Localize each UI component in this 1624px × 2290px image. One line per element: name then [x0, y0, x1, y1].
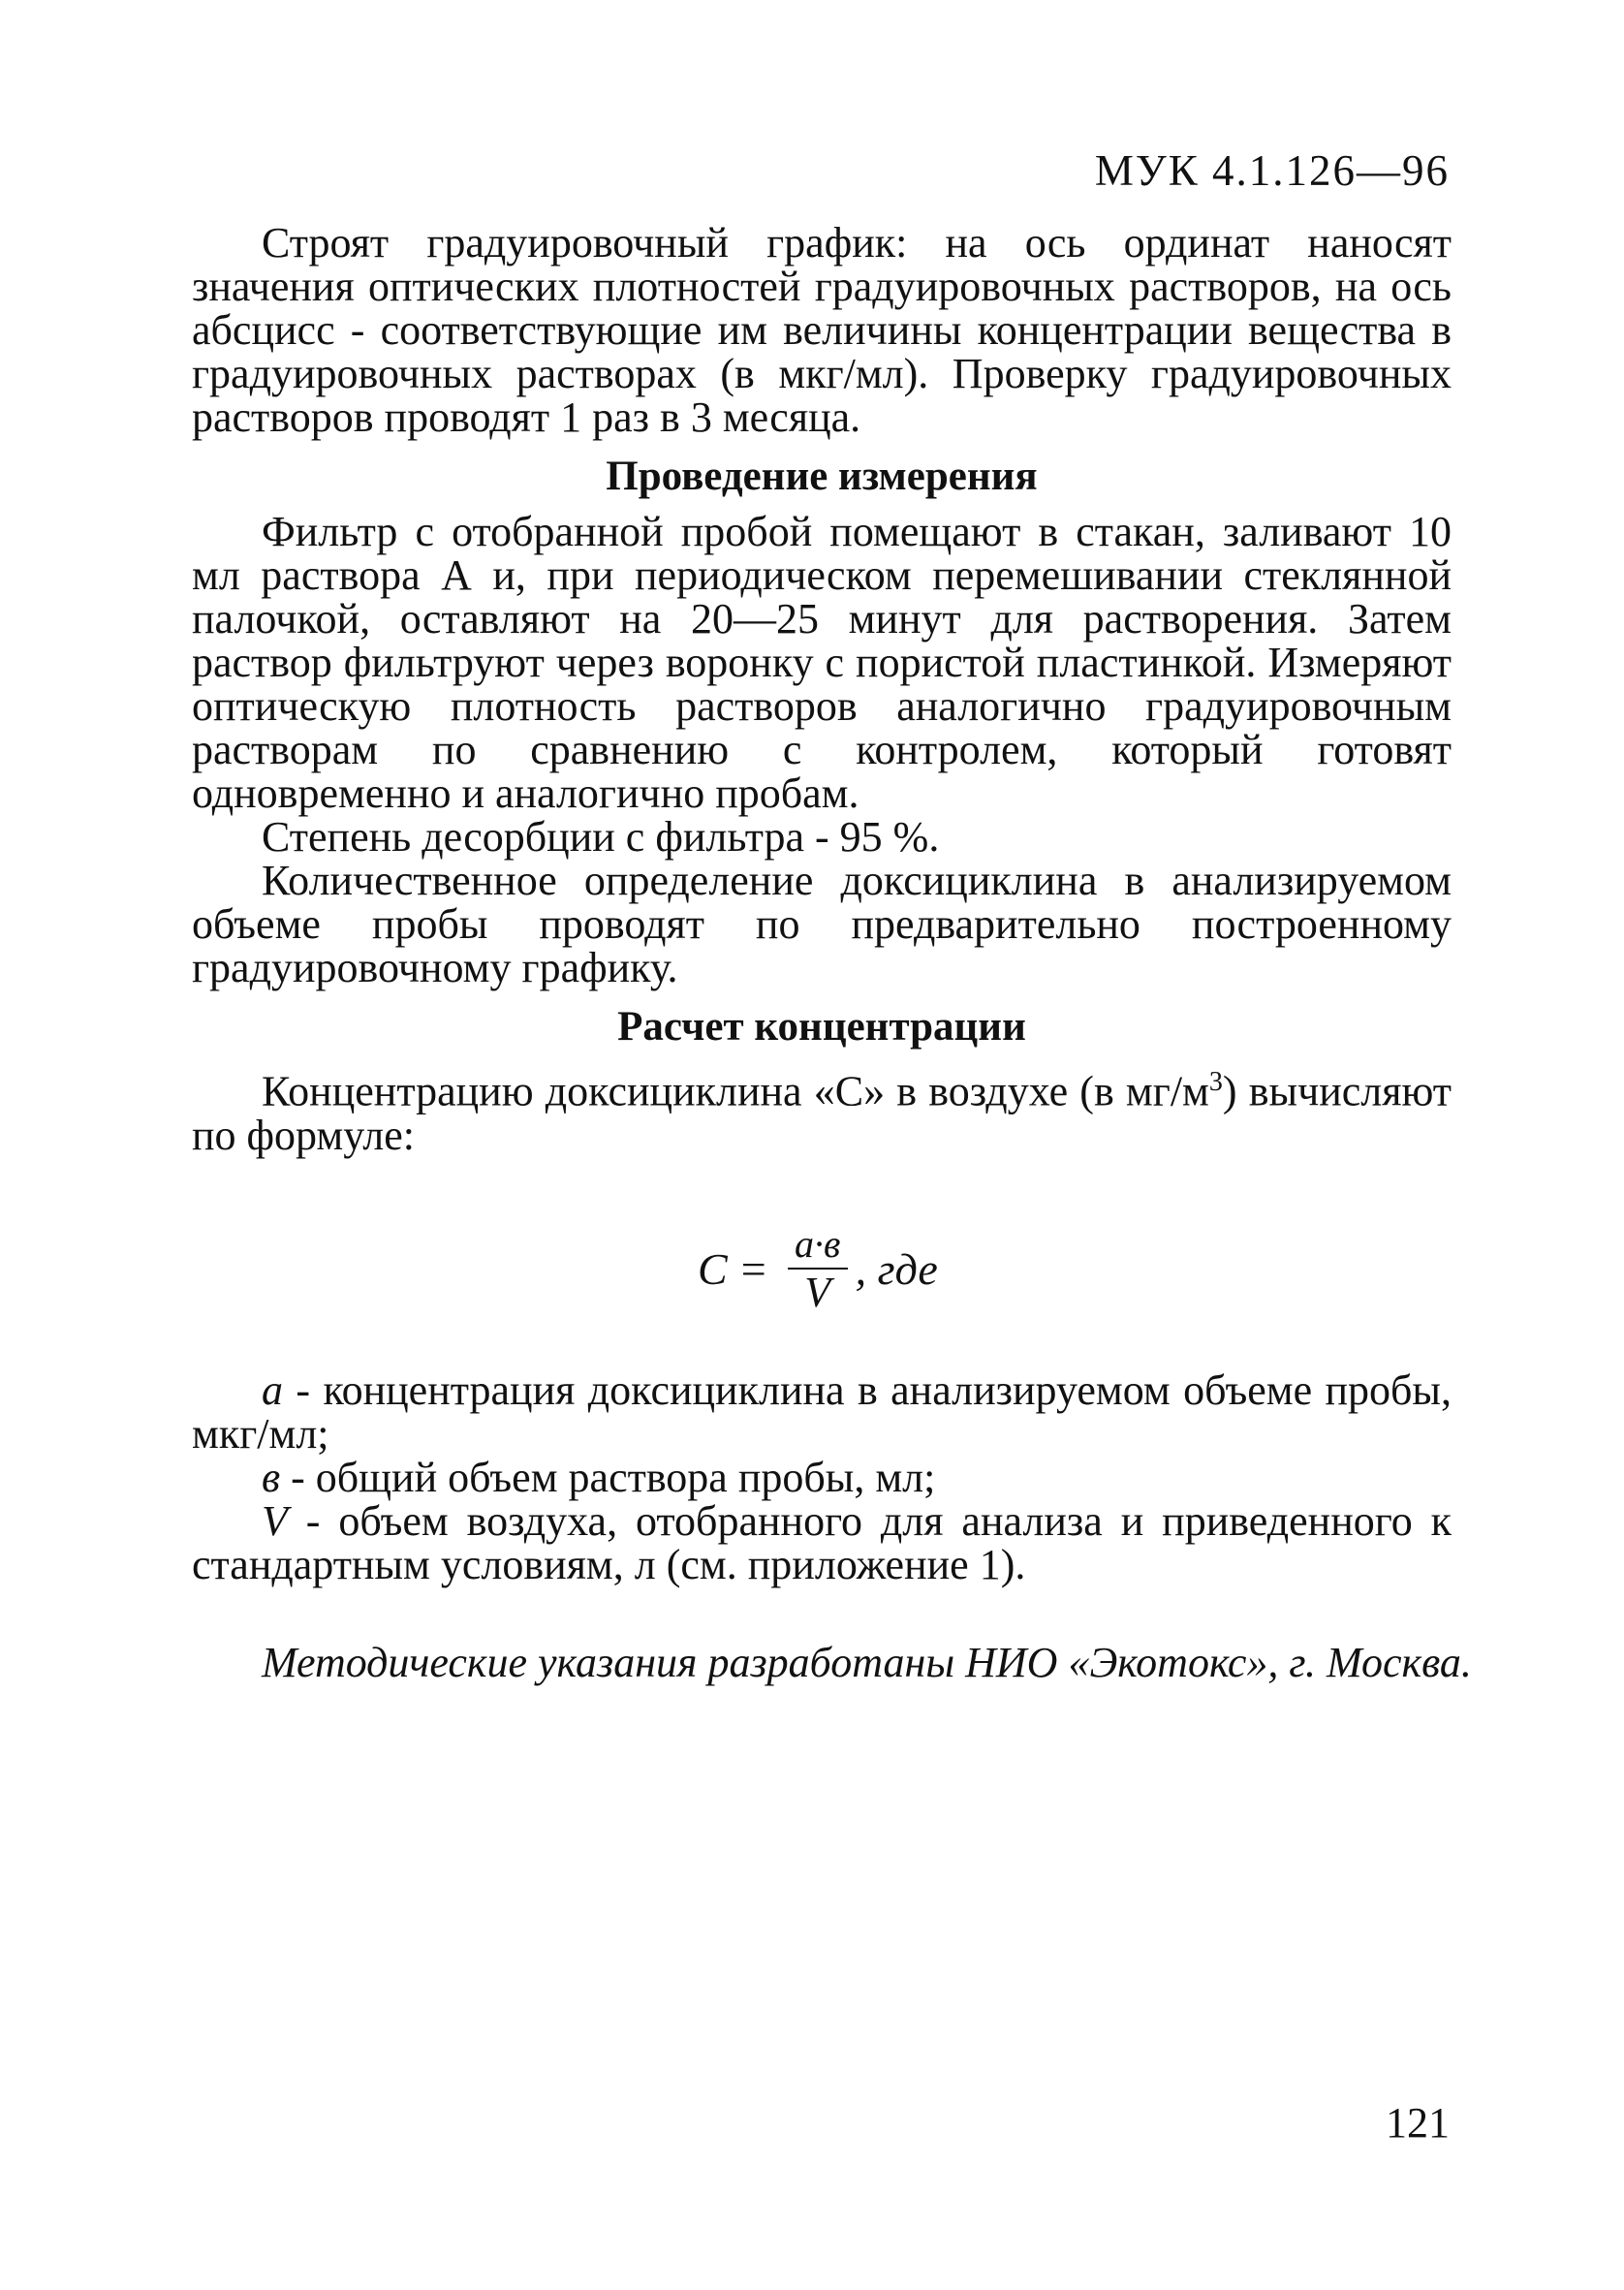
definition-v [192, 1456, 1452, 1499]
formula-suffix: , где [855, 1243, 938, 1294]
definition-a [192, 1368, 1452, 1456]
formula-equals: = [740, 1243, 766, 1294]
definition-v-text: - общий объем раствора пробы, мл; [280, 1454, 936, 1501]
intro-text: Концентрацию доксициклина «С» в воздухе (в мг/м [262, 1067, 1209, 1115]
formula-numerator: а·в [794, 1222, 841, 1266]
document-code-header: МУК 4.1.126—96 [1094, 146, 1450, 195]
variable-definitions [192, 1368, 1452, 1586]
paragraph-measurement-procedure: Фильтр с отобранной пробой помещают в стакан, заливают 10 мл раствора А и, при периодическом перемешивании стеклянной палочкой, оставляют на 20—25 минут для растворения. Затем раствор фильтруют через воронку с пористой пластинкой. Измеряют оптическую плотность растворов аналогично градуировочным растворам по сравнению с контролем, который готовят одновременно и аналогично пробам. [192, 508, 1452, 817]
symbol-v-lower: в [262, 1454, 281, 1501]
formula-denominator: V [804, 1269, 831, 1316]
superscript-three: 3 [1208, 1067, 1223, 1097]
paragraph-desorption-degree: Степень десорбции с фильтра - 95 %. [262, 813, 940, 861]
authorship-note: Методические указания разработаны НИО «Экотокс», г. Москва. [262, 1639, 1472, 1686]
section-heading-calculation: Расчет концентрации [617, 1004, 1026, 1050]
paragraph-calibration-graph: Строят градуировочный график: на ось ординат наносят значения оптических плотностей градуировочных растворов, на ось абсцисс - соответствующие им величины концентрации вещества в градуировочных растворах (в мкг/мл). Проверку градуировочных растворов проводят 1 раз в 3 месяца. [192, 219, 1452, 441]
formula-fraction [788, 1223, 848, 1314]
symbol-a: а [262, 1366, 283, 1414]
intro-text-tail: ) вычисляют по формуле: [192, 1067, 1452, 1159]
main-text-block [192, 221, 1452, 1157]
section-heading-measurement: Проведение измерения [606, 454, 1038, 499]
definition-a-text: - концентрация доксициклина в анализируемом объеме пробы, мкг/мл; [192, 1366, 1452, 1458]
definition-volume [192, 1499, 1452, 1586]
definition-volume-text: - объем воздуха, отобранного для анализа и приведенного к стандартным условиям, л (см. приложение 1). [192, 1497, 1452, 1588]
concentration-formula [698, 1223, 938, 1314]
paragraph-concentration-formula-intro [192, 1060, 1452, 1157]
symbol-v-upper: V [262, 1497, 288, 1545]
paragraph-quantitative-determination: Количественное определение доксициклина в анализируемом объеме пробы проводят по предварительно построенному градуировочному графику. [192, 857, 1452, 991]
page-number: 121 [1386, 2099, 1450, 2147]
formula-lhs: С [698, 1243, 728, 1294]
